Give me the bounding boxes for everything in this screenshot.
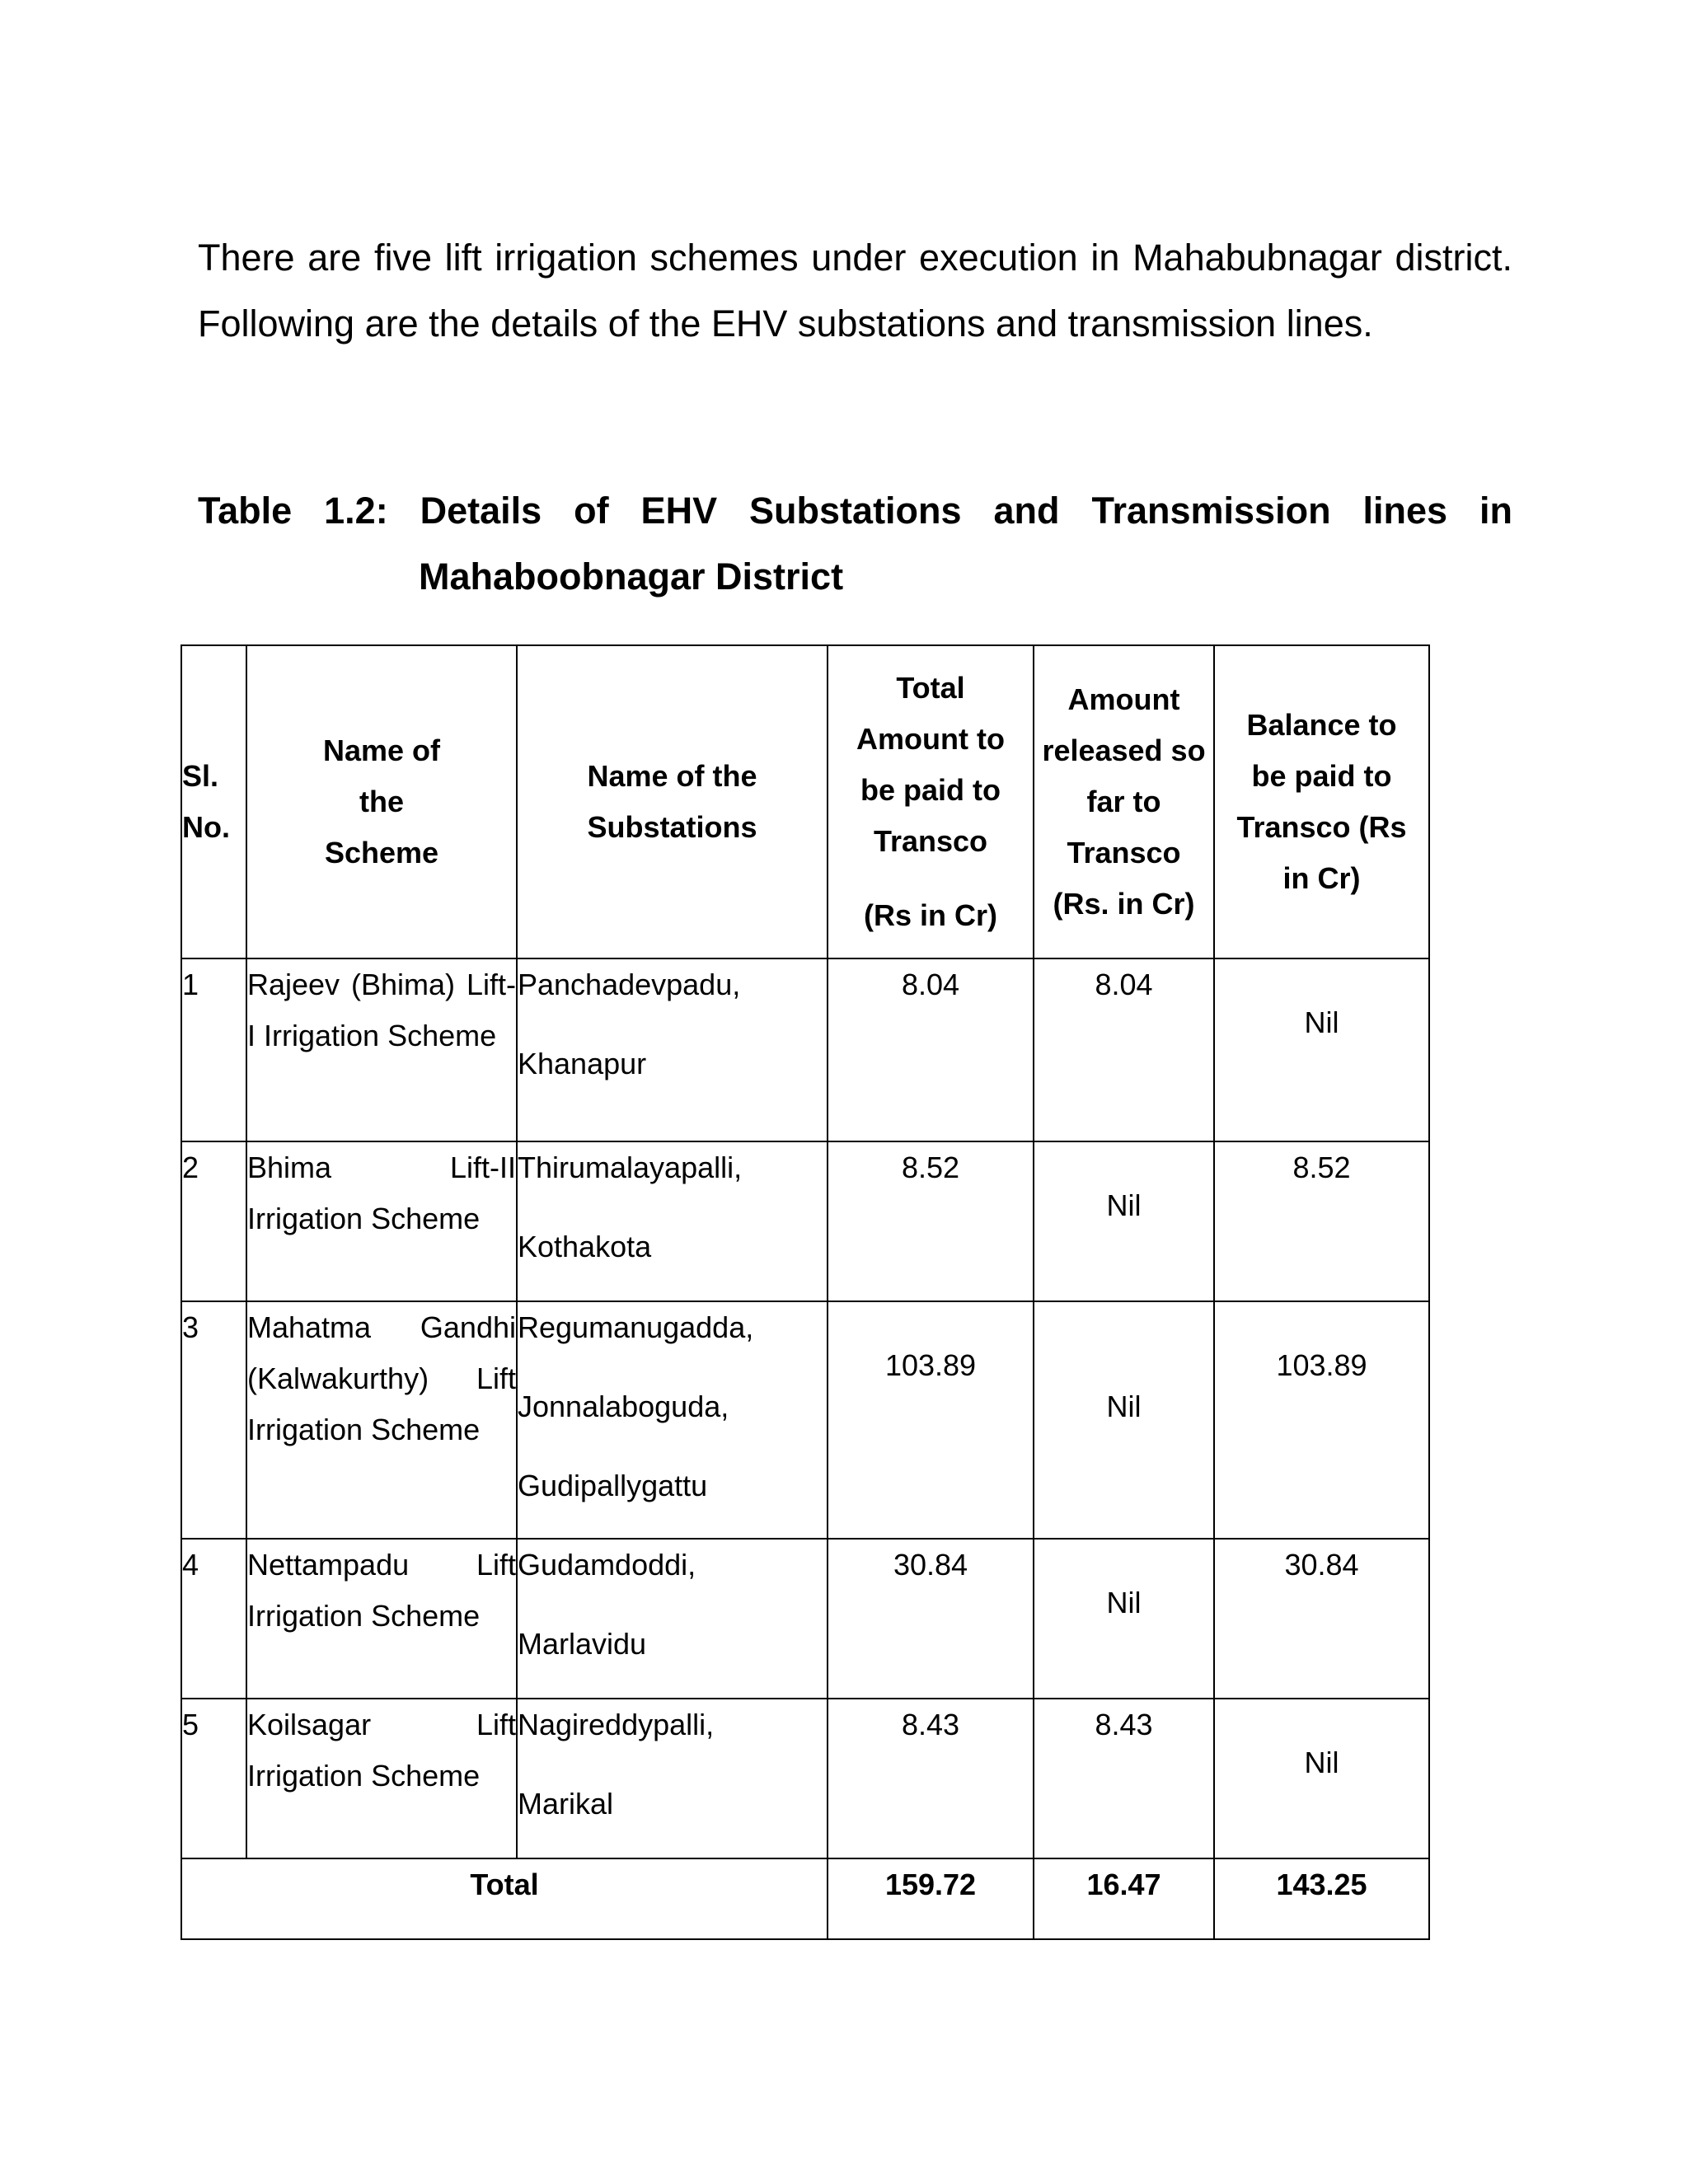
- row-scheme-name: Rajeev (Bhima) Lift-I Irrigation Scheme: [246, 958, 517, 1141]
- row-total-value: 8.52: [901, 1151, 960, 1184]
- row-balance-value: Nil: [1304, 1746, 1339, 1779]
- row-balance-value: Nil: [1304, 1005, 1339, 1039]
- row-total-amount: [828, 1141, 1034, 1301]
- substation-name: Jonnalaboguda,: [518, 1390, 729, 1423]
- substation-name: Marikal: [518, 1787, 614, 1821]
- substation-name: Nagireddypalli,: [518, 1708, 715, 1741]
- header-substations-label: Name of the Substations: [587, 759, 757, 844]
- header-total-amount: [828, 645, 1034, 958]
- row-sl-no: 2: [181, 1141, 246, 1301]
- row-amount-released: [1034, 958, 1214, 1141]
- row-sl-no: 5: [181, 1699, 246, 1858]
- row-released-value: 8.04: [1095, 968, 1153, 1001]
- row-amount-released: [1034, 1539, 1214, 1699]
- row-total-value: 103.89: [884, 1348, 977, 1382]
- header-substations: [517, 645, 828, 958]
- row-released-value: Nil: [1106, 1390, 1142, 1423]
- row-sl-no: 1: [181, 958, 246, 1141]
- header-amount-released: [1034, 645, 1214, 958]
- row-amount-released: [1034, 1301, 1214, 1539]
- row-substations: [517, 1699, 828, 1858]
- row-total-amount: [828, 1301, 1034, 1539]
- row-scheme-name: Nettampadu Lift Irrigation Scheme: [246, 1539, 517, 1699]
- table-row: [181, 1699, 1429, 1858]
- substation-name: Panchadevpadu,: [518, 968, 741, 1001]
- intro-paragraph: There are five lift irrigation schemes under execution in Mahabubnagar district. Following are the details of the EHV substations and transmission lines.: [198, 237, 1512, 344]
- ehv-substations-table: [181, 644, 1430, 1940]
- row-substations: [517, 1141, 828, 1301]
- total-amount-sum: 159.72: [828, 1858, 1034, 1939]
- row-scheme-name: Koilsagar Lift Irrigation Scheme: [246, 1699, 517, 1858]
- row-total-value: 8.04: [901, 968, 960, 1001]
- row-released-value: Nil: [1106, 1586, 1142, 1619]
- table-header-row: [181, 645, 1429, 958]
- row-balance: [1214, 958, 1429, 1141]
- header-scheme-label: Name of the Scheme: [322, 733, 441, 869]
- row-total-value: 8.43: [901, 1708, 960, 1741]
- header-total-amount-unit: (Rs in Cr): [864, 898, 997, 932]
- row-scheme-name: Mahatma Gandhi (Kalwakurthy) Lift Irrigation Scheme: [246, 1301, 517, 1539]
- substation-name: Marlavidu: [518, 1627, 647, 1661]
- row-substations: [517, 1301, 828, 1539]
- row-scheme-name: Bhima Lift-II Irrigation Scheme: [246, 1141, 517, 1301]
- total-label: Total: [181, 1858, 828, 1939]
- row-substations: [517, 958, 828, 1141]
- total-released-sum: 16.47: [1034, 1858, 1214, 1939]
- header-total-amount-label: Total Amount to be paid to Transco: [856, 671, 1005, 858]
- header-sl-label: Sl.: [182, 759, 219, 793]
- row-total-amount: [828, 1699, 1034, 1858]
- header-balance: [1214, 645, 1429, 958]
- table-row: [181, 1539, 1429, 1699]
- row-total-amount: [828, 1539, 1034, 1699]
- row-total-value: 30.84: [893, 1548, 968, 1582]
- row-balance: [1214, 1539, 1429, 1699]
- row-released-value: Nil: [1106, 1188, 1142, 1222]
- table-caption-line1: Table 1.2: Details of EHV Substations and Transmission lines in: [198, 490, 1512, 532]
- row-total-amount: [828, 958, 1034, 1141]
- substation-name: Khanapur: [518, 1047, 647, 1080]
- row-balance: [1214, 1141, 1429, 1301]
- table-total-row: [181, 1858, 1429, 1939]
- table-row: [181, 1141, 1429, 1301]
- table-row: [181, 1301, 1429, 1539]
- row-balance: [1214, 1301, 1429, 1539]
- row-balance-value: 30.84: [1284, 1548, 1359, 1582]
- row-substations: [517, 1539, 828, 1699]
- header-sl-no: [181, 645, 246, 958]
- table-caption-line2: Mahaboobnagar District: [419, 555, 844, 598]
- substation-name: Regumanugadda,: [518, 1310, 754, 1344]
- substation-name: Gudamdoddi,: [518, 1548, 696, 1582]
- row-balance: [1214, 1699, 1429, 1858]
- header-amount-released-label: Amount released so far to Transco (Rs. in Cr): [1042, 682, 1206, 921]
- row-sl-no: 3: [181, 1301, 246, 1539]
- substation-name: Thirumalayapalli,: [518, 1151, 743, 1184]
- row-sl-no: 4: [181, 1539, 246, 1699]
- table-row: [181, 958, 1429, 1141]
- row-balance-value: 103.89: [1276, 1348, 1367, 1382]
- header-balance-label: Balance to be paid to Transco (Rs in Cr): [1236, 708, 1407, 895]
- row-released-value: 8.43: [1095, 1708, 1153, 1741]
- substation-name: Kothakota: [518, 1230, 652, 1263]
- substation-name: Gudipallygattu: [518, 1469, 708, 1502]
- row-amount-released: [1034, 1699, 1214, 1858]
- row-balance-value: 8.52: [1292, 1151, 1351, 1184]
- total-balance-sum: 143.25: [1214, 1858, 1429, 1939]
- header-scheme: [246, 645, 517, 958]
- table-caption: [198, 478, 1512, 610]
- row-amount-released: [1034, 1141, 1214, 1301]
- header-no-label: No.: [182, 810, 230, 844]
